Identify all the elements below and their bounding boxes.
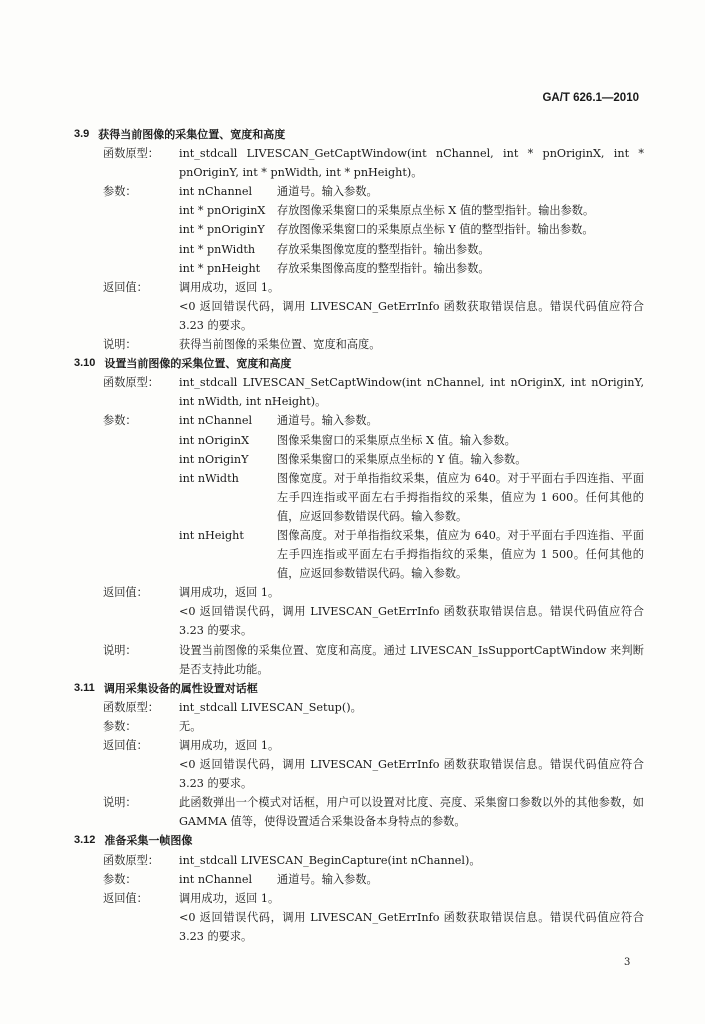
field-label: 参数： — [103, 185, 137, 199]
definition-row — [74, 736, 644, 755]
section-number: 3.11 — [74, 681, 95, 694]
definition-row — [74, 278, 644, 297]
definition-row — [74, 793, 644, 831]
param-desc: 存放图像采集窗口的采集原点坐标 Y 值的整型指针。输出参数。 — [277, 223, 594, 237]
field-text: 获得当前图像的采集位置、宽度和高度。 — [179, 338, 381, 352]
section-title: 调用采集设备的属性设置对话框 — [103, 681, 258, 695]
param-desc: 通道号。输入参数。 — [277, 185, 378, 199]
field-text: 调用成功，返回 1。 — [179, 280, 280, 294]
field-text: int_stdcall LIVESCAN_GetCaptWindow(int nChannel, int * pnOriginX, int * pnOriginY, int * pnWidth, int * pnHeight)。 — [179, 147, 644, 180]
section-title: 获得当前图像的采集位置、宽度和高度 — [98, 128, 286, 141]
section-heading — [74, 354, 644, 373]
param-row — [179, 411, 644, 430]
param-row — [179, 526, 644, 583]
field-label: 函数原型： — [103, 376, 159, 390]
field-label — [74, 755, 179, 793]
field-label: 参数： — [103, 719, 137, 733]
document-body — [74, 125, 644, 946]
definition-row — [74, 755, 644, 793]
param-desc: 图像采集窗口的采集原点坐标 X 值。输入参数。 — [277, 433, 516, 447]
field-text: <0 返回错误代码，调用 LIVESCAN_GetErrInfo 函数获取错误信息。错误代码值应符合 3.23 的要求。 — [179, 910, 644, 943]
param-row — [179, 240, 644, 259]
param-desc: 通道号。输入参数。 — [277, 872, 378, 886]
definition-row — [74, 373, 644, 411]
field-label: 说明： — [103, 643, 137, 657]
param-row — [179, 431, 644, 450]
definition-row — [74, 297, 644, 335]
definition-row — [74, 870, 644, 889]
definition-row — [74, 411, 644, 583]
param-desc: 存放图像采集窗口的采集原点坐标 X 值的整型指针。输出参数。 — [277, 204, 595, 218]
definition-row — [74, 335, 644, 354]
param-name: int nWidth — [179, 471, 239, 485]
field-text: 无。 — [179, 719, 202, 733]
field-text: 调用成功，返回 1。 — [179, 586, 280, 600]
field-text: 调用成功，返回 1。 — [179, 891, 280, 905]
section-heading — [74, 679, 644, 698]
param-name: int nOriginX — [179, 433, 250, 447]
definition-row — [74, 602, 644, 640]
field-text: 调用成功，返回 1。 — [179, 739, 280, 752]
field-label — [74, 908, 179, 946]
field-text: 此函数弹出一个模式对话框，用户可以设置对比度、亮度、采集窗口参数以外的其他参数，如 GAMMA 值等，使得设置适合采集设备本身特点的参数。 — [179, 796, 644, 829]
param-name: int nChannel — [179, 414, 253, 428]
param-row — [179, 259, 644, 278]
param-desc: 图像采集窗口的采集原点坐标的 Y 值。输入参数。 — [277, 452, 527, 466]
document-header: GA/T 626.1—2010 — [542, 92, 639, 104]
definition-row — [74, 717, 644, 736]
definition-row — [74, 889, 644, 908]
param-desc: 图像宽度。对于单指指纹采集，值应为 640。对于平面右手四连指、平面左手四连指或平面左右手拇指指纹的采集，值应为 1 600。任何其他的值，应返回参数错误代码。输入参数。 — [277, 471, 644, 523]
definition-row — [74, 851, 644, 870]
param-name: int nHeight — [179, 528, 244, 542]
param-list — [179, 870, 644, 889]
section-number: 3.9 — [74, 128, 90, 140]
param-row — [179, 870, 644, 889]
field-label: 返回值： — [103, 891, 148, 905]
section-heading — [74, 831, 644, 850]
field-text: <0 返回错误代码，调用 LIVESCAN_GetErrInfo 函数获取错误信息。错误代码值应符合 3.23 的要求。 — [179, 758, 644, 791]
field-text: int_stdcall LIVESCAN_Setup()。 — [179, 700, 362, 714]
param-name: int nChannel — [179, 185, 253, 199]
field-label: 返回值： — [103, 739, 148, 752]
field-label: 函数原型： — [103, 700, 159, 714]
definition-row — [74, 698, 644, 717]
field-label: 说明： — [103, 338, 137, 352]
field-text: int_stdcall LIVESCAN_SetCaptWindow(int nChannel, int nOriginX, int nOriginY, int nWidth, int nHeight)。 — [179, 376, 644, 409]
section-number: 3.12 — [74, 834, 96, 847]
field-label: 参数： — [103, 414, 137, 428]
field-label: 返回值： — [103, 280, 148, 294]
param-desc: 通道号。输入参数。 — [277, 414, 378, 428]
param-row — [179, 201, 644, 220]
field-text: int_stdcall LIVESCAN_BeginCapture(int nChannel)。 — [179, 853, 481, 867]
definition-row — [74, 144, 644, 182]
param-list — [179, 182, 644, 277]
field-text: <0 返回错误代码，调用 LIVESCAN_GetErrInfo 函数获取错误信息。错误代码值应符合 3.23 的要求。 — [179, 299, 644, 332]
param-row — [179, 469, 644, 526]
param-name: int * pnOriginY — [179, 223, 265, 237]
param-name: int nChannel — [179, 872, 253, 886]
param-row — [179, 450, 644, 469]
section-heading — [74, 125, 644, 144]
param-list — [179, 411, 644, 583]
param-row — [179, 220, 644, 239]
definition-row — [74, 908, 644, 946]
param-name: int nOriginY — [179, 452, 249, 466]
param-name: int * pnHeight — [179, 261, 261, 275]
field-label: 函数原型： — [103, 853, 159, 867]
section-number: 3.10 — [74, 357, 96, 370]
field-label: 说明： — [103, 796, 137, 810]
definition-row — [74, 641, 644, 679]
field-label: 返回值： — [103, 586, 148, 600]
param-name: int * pnWidth — [179, 242, 256, 256]
field-text: 设置当前图像的采集位置、宽度和高度。通过 LIVESCAN_IsSupportCaptWindow 来判断是否支持此功能。 — [179, 643, 644, 676]
param-desc: 存放采集图像宽度的整型指针。输出参数。 — [277, 242, 490, 256]
field-label: 参数： — [103, 872, 137, 886]
section-title: 准备采集一帧图像 — [104, 834, 193, 848]
field-text: <0 返回错误代码，调用 LIVESCAN_GetErrInfo 函数获取错误信息。错误代码值应符合 3.23 的要求。 — [179, 605, 644, 638]
section-title: 设置当前图像的采集位置、宽度和高度 — [104, 357, 292, 371]
param-name: int * pnOriginX — [179, 204, 266, 218]
page-number: 3 — [624, 957, 631, 968]
field-label — [74, 602, 179, 640]
definition-row — [74, 583, 644, 602]
param-desc: 图像高度。对于单指指纹采集，值应为 640。对于平面右手四连指、平面左手四连指或平面左右手拇指指纹的采集，值应为 1 500。任何其他的值，应返回参数错误代码。输入参数。 — [277, 528, 644, 581]
definition-row — [74, 182, 644, 277]
param-row — [179, 182, 644, 201]
field-label: 函数原型： — [103, 147, 159, 161]
field-label — [74, 297, 179, 335]
param-desc: 存放采集图像高度的整型指针。输出参数。 — [277, 261, 490, 275]
